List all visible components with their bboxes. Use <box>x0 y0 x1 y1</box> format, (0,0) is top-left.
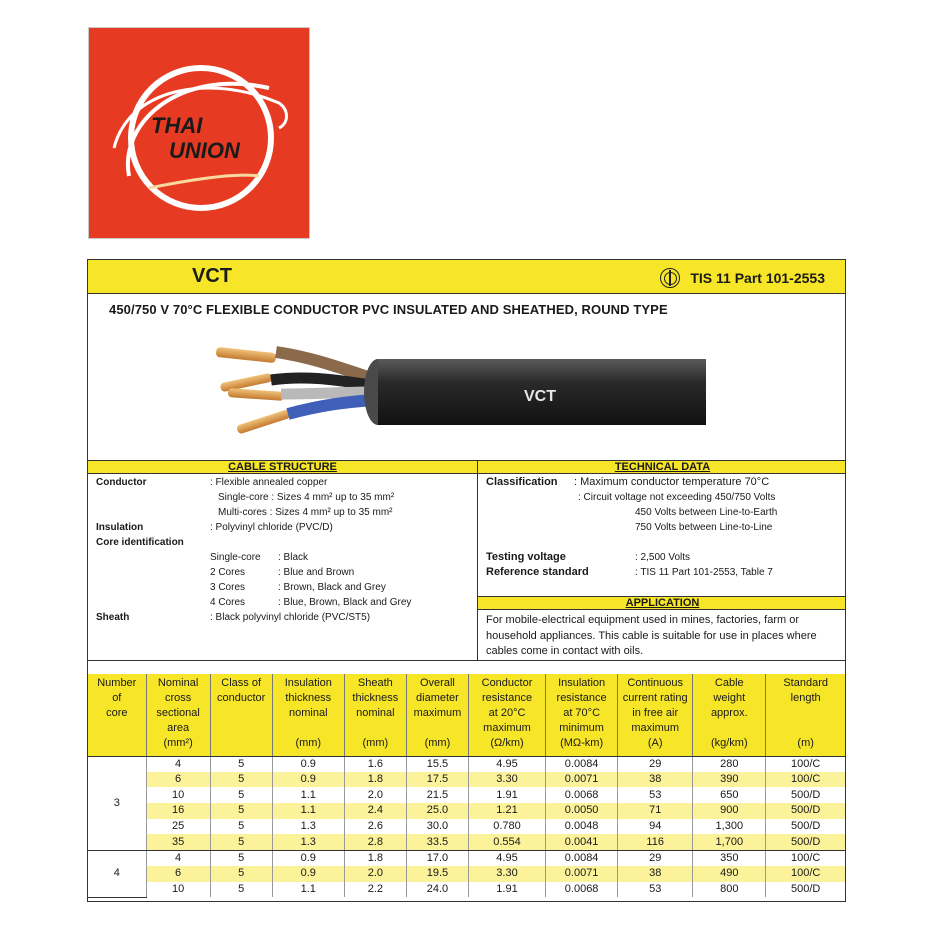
conductor-line-2: Single-core : Sizes 4 mm² up to 35 mm² <box>218 492 395 503</box>
table-cell: 71 <box>618 803 693 819</box>
column-header-line: maximum <box>483 722 531 734</box>
insulation-label: Insulation <box>96 522 144 533</box>
sheath-label: Sheath <box>96 612 130 623</box>
technical-data-heading: TECHNICAL DATA <box>477 460 846 474</box>
column-header-line: (kg/km) <box>710 737 748 749</box>
table-cell: 1.8 <box>344 850 406 866</box>
column-header-line <box>346 721 405 736</box>
table-cell: 3.30 <box>468 772 545 788</box>
column-header-line: nominal <box>356 707 395 719</box>
column-header <box>468 674 545 756</box>
column-header-line: diameter <box>416 692 459 704</box>
table-cell: 100/C <box>790 757 821 770</box>
table-cell: 19.5 <box>406 866 468 882</box>
table-cell: 6 <box>146 866 210 882</box>
table-cell: 0.9 <box>272 772 344 788</box>
table-cell: 0.0071 <box>546 866 618 882</box>
table-cell: 0.0084 <box>546 756 618 772</box>
column-header-line: nominal <box>289 707 328 719</box>
section-divider <box>88 660 845 661</box>
column-header-line: area <box>167 722 190 734</box>
table-cell: 10 <box>146 882 210 898</box>
table-cell: 5 <box>210 850 272 866</box>
table-cell: 4.95 <box>468 756 545 772</box>
title-bar <box>88 260 845 294</box>
core-count-cell: 4 <box>88 850 146 897</box>
table-cell: 500/D <box>790 788 821 801</box>
table-cell: 3.30 <box>468 866 545 882</box>
core-id-key-2: 2 Cores <box>210 567 246 578</box>
column-header-line: current rating <box>622 692 688 704</box>
table-cell: 0.0068 <box>546 882 618 898</box>
testing-voltage-label: Testing voltage <box>486 551 566 563</box>
column-header-line: (Ω/km) <box>490 737 524 749</box>
column-header <box>272 674 344 756</box>
table-cell: 0.0050 <box>546 803 618 819</box>
table-cell: 0.554 <box>468 834 545 850</box>
column-divider <box>477 460 478 660</box>
column-header-line: Insulation <box>284 677 332 689</box>
table-cell: 15.5 <box>406 756 468 772</box>
classification-line-3: 450 Volts between Line-to-Earth <box>635 507 778 518</box>
column-header <box>406 674 468 756</box>
table-cell: 100/C <box>790 851 821 864</box>
table-cell: 2.0 <box>344 866 406 882</box>
table-cell: 33.5 <box>406 834 468 850</box>
table-row <box>88 772 845 788</box>
table-cell: 25.0 <box>406 803 468 819</box>
core-id-key-4: 4 Cores <box>210 597 246 608</box>
table-cell: 1.91 <box>468 882 545 898</box>
table-cell: 10 <box>146 787 210 803</box>
cable-structure-heading: CABLE STRUCTURE <box>88 460 477 474</box>
table-cell: 650 <box>693 787 766 803</box>
table-cell: 5 <box>210 787 272 803</box>
application-text: For mobile-electrical equipment used in mines, factories, farm or household appliances. This cable is suitable for use in places where cables come in contact with oils. <box>486 614 817 657</box>
column-header-line: maximum <box>413 707 462 719</box>
column-header-line: (m) <box>797 737 814 749</box>
column-header-line: Insulation <box>558 677 606 689</box>
column-header-line: thickness <box>285 692 332 704</box>
table-body <box>88 756 845 897</box>
table-header-row <box>88 674 845 756</box>
table-cell: 1.3 <box>272 834 344 850</box>
table-cell: 4.95 <box>468 850 545 866</box>
table-row <box>88 819 845 835</box>
column-header <box>146 674 210 756</box>
logo-circle-graphic <box>89 28 310 239</box>
table-cell: 29 <box>618 850 693 866</box>
table-cell: 0.780 <box>468 819 545 835</box>
table-cell: 94 <box>618 819 693 835</box>
table-cell: 4 <box>146 756 210 772</box>
table-cell: 100/C <box>766 772 845 788</box>
core-id-label: Core identification <box>96 537 184 548</box>
column-header-line: minimum <box>559 722 604 734</box>
table-cell: 0.9 <box>272 850 344 866</box>
table-cell: 0.0048 <box>546 819 618 835</box>
table-cell: 280 <box>693 756 766 772</box>
column-header-line: resistance <box>481 692 533 704</box>
table-cell: 1.6 <box>344 756 406 772</box>
column-header-line: sectional <box>156 707 200 719</box>
table-cell: 2.6 <box>344 819 406 835</box>
column-header-line <box>694 721 764 736</box>
table-cell: 5 <box>210 834 272 850</box>
column-header-line <box>767 706 844 721</box>
reference-standard-label: Reference standard <box>486 566 589 578</box>
table-cell: 0.0041 <box>546 834 618 850</box>
table-cell: 1.1 <box>272 803 344 819</box>
column-header-line: maximum <box>631 722 680 734</box>
column-header-line: Nominal <box>157 677 199 689</box>
table-cell: 1,300 <box>693 819 766 835</box>
table-cell: 29 <box>618 756 693 772</box>
column-header-line: approx. <box>710 707 748 719</box>
table-cell: 5 <box>210 866 272 882</box>
table-cell: 38 <box>618 866 693 882</box>
table-cell: 800 <box>693 882 766 898</box>
table-cell: 0.0071 <box>546 772 618 788</box>
table-cell: 0.0068 <box>546 787 618 803</box>
column-header-line: core <box>106 707 128 719</box>
logo-text-union: UNION <box>169 138 240 163</box>
table-cell: 500/D <box>790 882 821 895</box>
classification-line-1: : Maximum conductor temperature 70°C <box>574 476 770 488</box>
table-cell: 5 <box>210 756 272 772</box>
table-cell: 24.0 <box>406 882 468 898</box>
application-heading: APPLICATION <box>477 596 846 610</box>
column-header-line: (mm) <box>424 737 451 749</box>
table-cell: 1.3 <box>272 819 344 835</box>
column-header-line: Sheath <box>357 677 393 689</box>
column-header-line: length <box>790 692 821 704</box>
column-header-line: cross <box>164 692 192 704</box>
table-cell: 1,700 <box>693 834 766 850</box>
tis-mark-icon <box>660 268 680 288</box>
classification-line-2: : Circuit voltage not exceeding 450/750 Volts <box>578 492 776 503</box>
column-header-line <box>274 721 343 736</box>
column-header-line: Continuous <box>627 677 684 689</box>
table-cell: 490 <box>693 866 766 882</box>
table-cell: 5 <box>210 819 272 835</box>
table-cell: 500/D <box>766 803 845 819</box>
table-cell: 1.1 <box>272 882 344 898</box>
table-cell: 17.5 <box>406 772 468 788</box>
column-header-line: Cable <box>714 677 744 689</box>
product-title: VCT <box>192 265 232 287</box>
table-cell: 25 <box>146 819 210 835</box>
table-cell: 35 <box>146 834 210 850</box>
core-id-value-3: : Brown, Black and Grey <box>278 582 386 593</box>
standard-badge <box>660 268 825 288</box>
standard-text: TIS 11 Part 101-2553 <box>690 270 825 286</box>
column-header-line: Overall <box>420 677 455 689</box>
column-header-line: Class of <box>221 677 262 689</box>
column-header-line: weight <box>713 692 746 704</box>
column-header-line: thickness <box>352 692 399 704</box>
column-header <box>210 674 272 756</box>
product-subtitle: 450/750 V 70°C FLEXIBLE CONDUCTOR PVC INSULATED AND SHEATHED, ROUND TYPE <box>109 302 668 317</box>
column-header-line: at 20°C <box>488 707 526 719</box>
table-cell: 1.21 <box>468 803 545 819</box>
conductor-label: Conductor <box>96 477 147 488</box>
column-header-line: resistance <box>556 692 607 704</box>
core-id-value-4: : Blue, Brown, Black and Grey <box>278 597 412 608</box>
table-cell: 116 <box>618 834 693 850</box>
table-cell: 5 <box>210 803 272 819</box>
core-count-cell: 3 <box>88 756 146 850</box>
table-cell: 100/C <box>766 866 845 882</box>
table-cell: 500/D <box>790 820 821 833</box>
reference-standard-value: : TIS 11 Part 101-2553, Table 7 <box>635 567 773 578</box>
table-cell: 0.9 <box>272 756 344 772</box>
conductor-line-3: Multi-cores : Sizes 4 mm² up to 35 mm² <box>218 507 393 518</box>
core-id-key-3: 3 Cores <box>210 582 246 593</box>
cable-label: VCT <box>524 388 556 405</box>
table-row <box>88 834 845 850</box>
core-id-key-1: Single-core <box>210 552 261 563</box>
logo-text-thai: THAI <box>151 113 203 138</box>
column-header-line: Number <box>97 677 137 689</box>
table-cell: 21.5 <box>406 787 468 803</box>
table-cell: 1.1 <box>272 787 344 803</box>
table-cell: 1.8 <box>344 772 406 788</box>
table-cell: 2.2 <box>344 882 406 898</box>
column-header <box>693 674 766 756</box>
thai-union-logo <box>88 27 310 239</box>
table-cell: 17.0 <box>406 850 468 866</box>
table-cell: 5 <box>210 882 272 898</box>
column-header-line: conductor <box>217 692 266 704</box>
table-row <box>88 756 845 772</box>
specs-table <box>88 674 845 898</box>
classification-label: Classification <box>486 476 558 488</box>
column-header <box>88 674 146 756</box>
conductor-line-1: : Flexible annealed copper <box>210 477 328 488</box>
table-cell: 2.0 <box>344 787 406 803</box>
column-header-line: in free air <box>632 707 679 719</box>
column-header-line: (mm²) <box>163 737 193 749</box>
column-header <box>344 674 406 756</box>
sheath-value: : Black polyvinyl chloride (PVC/ST5) <box>210 612 371 623</box>
cable-illustration <box>206 330 706 458</box>
table-cell: 350 <box>693 850 766 866</box>
table-cell: 500/D <box>766 834 845 850</box>
column-header-line: Conductor <box>481 677 533 689</box>
table-cell: 0.9 <box>272 866 344 882</box>
table-cell: 2.8 <box>344 834 406 850</box>
table-row <box>88 850 845 866</box>
table-cell: 53 <box>618 882 693 898</box>
table-cell: 53 <box>618 787 693 803</box>
column-header-line: (mm) <box>295 737 322 749</box>
spec-sheet <box>87 259 846 902</box>
table-cell: 6 <box>146 772 210 788</box>
column-header-line: (MΩ-km) <box>560 737 604 749</box>
column-header <box>618 674 693 756</box>
table-cell: 16 <box>146 803 210 819</box>
core-id-value-1: : Black <box>278 552 309 563</box>
core-id-value-2: : Blue and Brown <box>278 567 355 578</box>
table-cell: 390 <box>693 772 766 788</box>
column-header-line <box>767 721 844 736</box>
table-cell: 0.0084 <box>546 850 618 866</box>
column-header-line: (mm) <box>362 737 389 749</box>
column-header-line: of <box>112 692 122 704</box>
classification-line-4: 750 Volts between Line-to-Line <box>635 522 773 533</box>
table-cell: 38 <box>618 772 693 788</box>
testing-voltage-value: : 2,500 Volts <box>635 552 691 563</box>
table-cell: 30.0 <box>406 819 468 835</box>
table-row <box>88 803 845 819</box>
column-header-line <box>408 721 467 736</box>
table-row <box>88 787 845 803</box>
table-row <box>88 866 845 882</box>
column-header-line: (A) <box>647 737 663 749</box>
column-header <box>766 674 845 756</box>
column-header <box>546 674 618 756</box>
table-cell: 5 <box>210 772 272 788</box>
table-cell: 1.91 <box>468 787 545 803</box>
table-cell: 4 <box>146 850 210 866</box>
table-cell: 900 <box>693 803 766 819</box>
column-header-line: Standard <box>783 677 828 689</box>
table-row <box>88 882 845 898</box>
table-cell: 2.4 <box>344 803 406 819</box>
column-header-line: at 70°C <box>563 707 601 719</box>
insulation-value: : Polyvinyl chloride (PVC/D) <box>210 522 333 533</box>
